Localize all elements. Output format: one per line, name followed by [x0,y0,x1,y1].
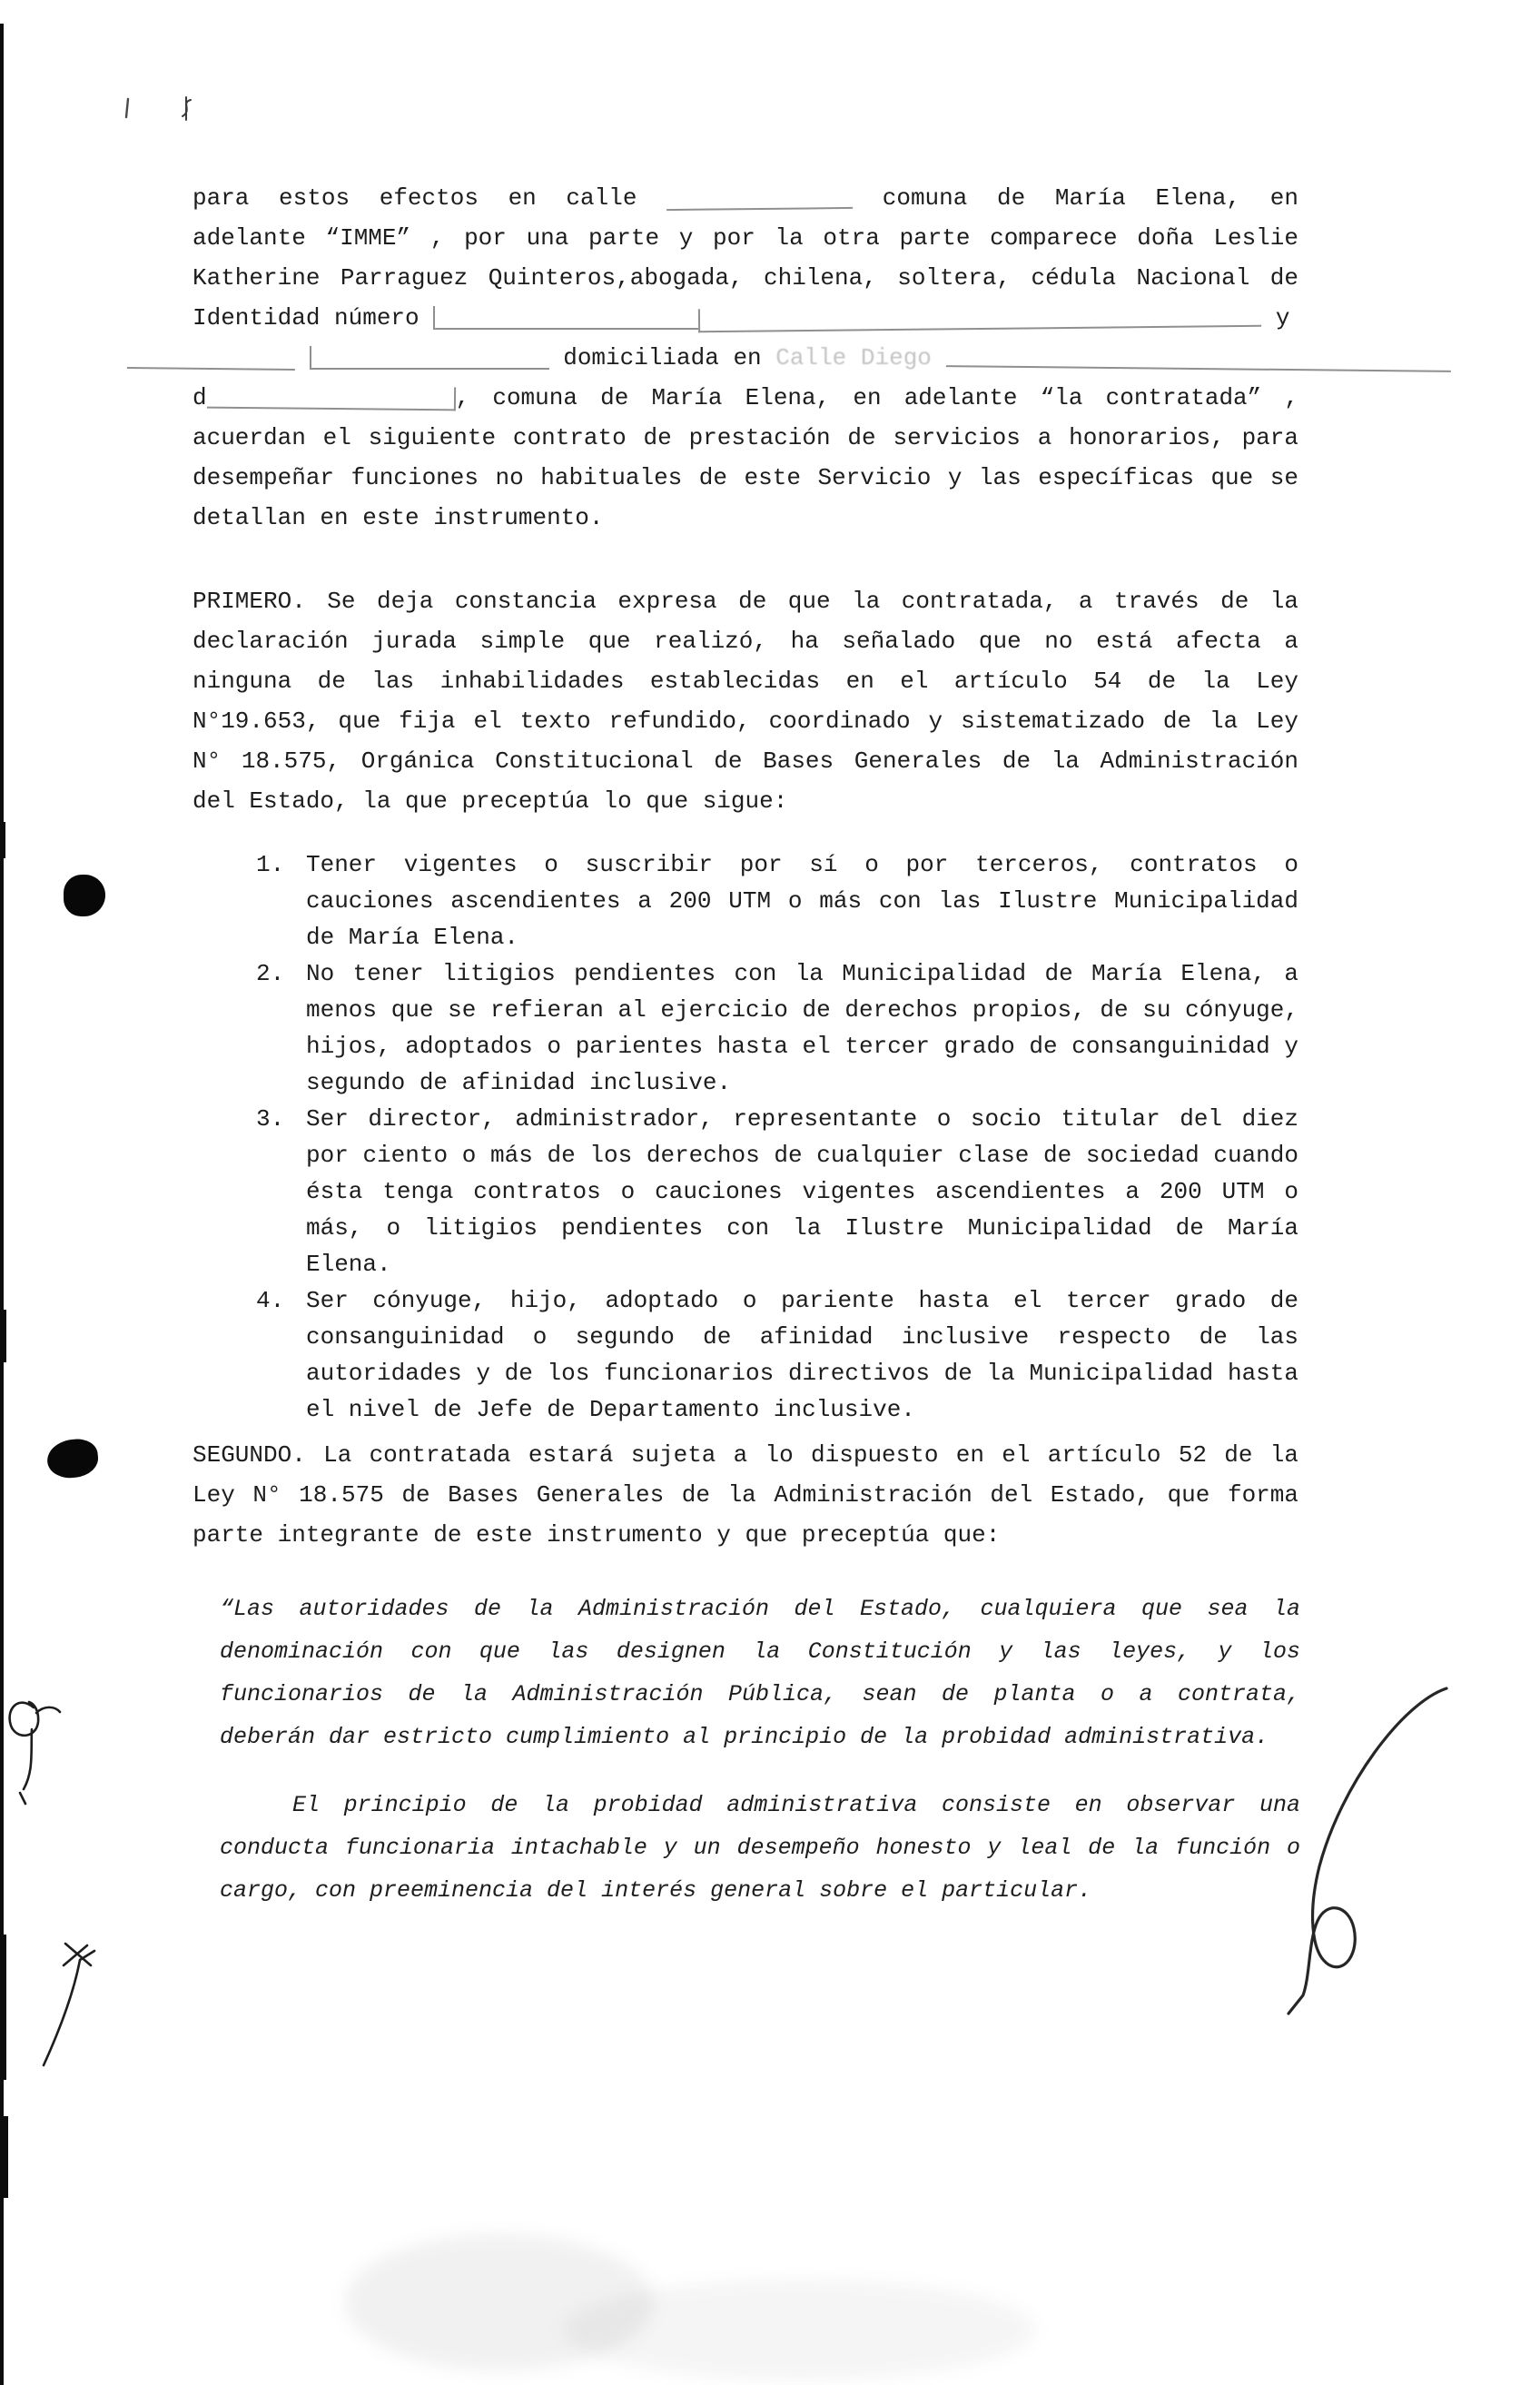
text-line [192,378,1298,418]
scan-edge-artifact [0,1935,6,2080]
text-line: segundo de afinidad inclusive. [306,1069,732,1096]
text-line: desempeñar funciones no habituales de este Servicio y las específicas que se [192,464,1298,491]
erased-text-remnant: Calle Diego [775,344,932,371]
text-line: acuerdan el siguiente contrato de prestación de servicios a honorarios, para [192,424,1298,451]
redacted-blank [666,185,853,211]
text-line: Ley N° 18.575 de Bases Generales de la Administración del Estado, que forma [192,1481,1298,1509]
text-line: consanguinidad o segundo de afinidad inclusive respecto de las [306,1323,1298,1351]
text-line [192,338,1298,378]
redacted-blank [433,306,698,330]
text-line: cargo, con preeminencia del interés general sobre el particular. [220,1877,1092,1904]
text-line: N° 18.575, Orgánica Constitucional de Bases Generales de la Administración [192,747,1298,775]
text-line: N°19.653, que fija el texto refundido, coordinado y sistematizado de la Ley [192,708,1298,735]
redacted-blank [310,346,549,370]
redacted-blank [127,345,295,371]
text-segment: para estos efectos en calle [192,184,637,212]
document-text [192,178,1298,1912]
text-segment: y [1275,304,1290,332]
redacted-blank [206,385,455,411]
text-line: SEGUNDO. La contratada estará sujeta a lo dispuesto en el artículo 52 de la [192,1441,1298,1469]
text-line: PRIMERO. Se deja constancia expresa de que la contratada, a través de la [192,588,1298,615]
ink-blot [64,875,105,916]
text-line: detallan en este instrumento. [192,504,604,531]
text-line: conducta funcionaria intachable y un desempeño honesto y leal de la función o [220,1835,1300,1861]
ink-blot [45,1437,100,1480]
text-line: cauciones ascendientes a 200 UTM o más con las Ilustre Municipalidad [306,887,1298,915]
numbered-list [192,846,1298,1428]
text-segment: domiciliada en [563,344,762,371]
text-line: declaración jurada simple que realizó, ha señalado que no está afecta a [192,628,1298,655]
list-number: 1. [256,851,285,878]
text-line: menos que se refieran al ejercicio de derechos propios, de su cónyuge, [306,996,1298,1024]
text-line: de María Elena. [306,924,519,951]
scan-edge-artifact [0,822,5,858]
list-item [256,846,1298,955]
text-line: funcionarios de la Administración Pública, sean de planta o a contrata, [220,1681,1300,1707]
list-item [256,955,1298,1101]
scan-edge-artifact [0,2116,8,2198]
text-line: Ser director, administrador, representante o socio titular del diez [306,1105,1298,1133]
text-segment: comuna de María Elena, en [882,184,1298,212]
text-line: Katherine Parraguez Quinteros,abogada, chilena, soltera, cédula Nacional de [192,264,1298,292]
text-segment: d [192,384,207,411]
scan-smudge [563,2280,1035,2380]
text-line: parte integrante de este instrumento y que preceptúa que: [192,1521,1001,1549]
scan-edge-artifact [0,1310,6,1362]
redacted-blank [945,343,1450,372]
list-number: 3. [256,1105,285,1133]
text-line: No tener litigios pendientes con la Municipalidad de María Elena, a [306,960,1298,987]
list-item-text [306,955,1298,1101]
text-line: adelante “IMME” , por una parte y por la otra parte comparece doña Leslie [192,224,1298,252]
text-line: Tener vigentes o suscribir por sí o por terceros, contratos o [306,851,1298,878]
clause-primero [192,581,1298,821]
list-number: 2. [256,960,285,987]
list-item [256,1101,1298,1282]
list-item [256,1282,1298,1428]
text-line: más, o litigios pendientes con la Ilustre Municipalidad de María [306,1214,1298,1242]
text-line: hijos, adoptados o parientes hasta el tercer grado de consanguinidad y [306,1033,1298,1060]
text-line: denominación con que las designen la Constitución y las leyes, y los [220,1638,1300,1665]
text-line: Elena. [306,1251,391,1278]
list-item-text [306,1101,1298,1282]
opening-paragraph [192,178,1298,538]
text-line: deberán dar estricto cumplimiento al principio de la probidad administrativa. [220,1724,1269,1750]
handwritten-check-icon [27,1933,96,2071]
ink-speck [123,96,135,120]
legal-quote-paragraph [220,1588,1300,1758]
list-number: 4. [256,1287,285,1314]
redacted-blank [698,303,1261,332]
text-line: por ciento o más de los derechos de cualquier clase de sociedad cuando [306,1142,1298,1169]
ink-speck [178,96,194,122]
list-item-text [306,846,1298,955]
text-line: El principio de la probidad administrativa consiste en observar una [292,1792,1300,1818]
text-line [192,178,1298,218]
list-item-text [306,1282,1298,1428]
text-line: ninguna de las inhabilidades establecidas en el artículo 54 de la Ley [192,668,1298,695]
handwritten-scribble-icon [4,1687,64,1807]
text-line: del Estado, la que preceptúa lo que sigue: [192,787,788,815]
legal-quote-paragraph [220,1784,1300,1912]
text-line: Ser cónyuge, hijo, adoptado o pariente hasta el tercer grado de [306,1287,1298,1314]
text-line: autoridades y de los funcionarios directivos de la Municipalidad hasta [306,1360,1298,1387]
text-line: el nivel de Jefe de Departamento inclusive. [306,1396,915,1423]
text-segment: Identidad número [192,304,420,332]
text-line: “Las autoridades de la Administración del Estado, cualquiera que sea la [220,1596,1300,1622]
clause-segundo [192,1435,1298,1555]
text-line [192,298,1298,338]
text-line: ésta tenga contratos o cauciones vigentes ascendientes a 200 UTM o [306,1178,1298,1205]
text-segment: , comuna de María Elena, en adelante “la contratada” , [455,384,1298,411]
